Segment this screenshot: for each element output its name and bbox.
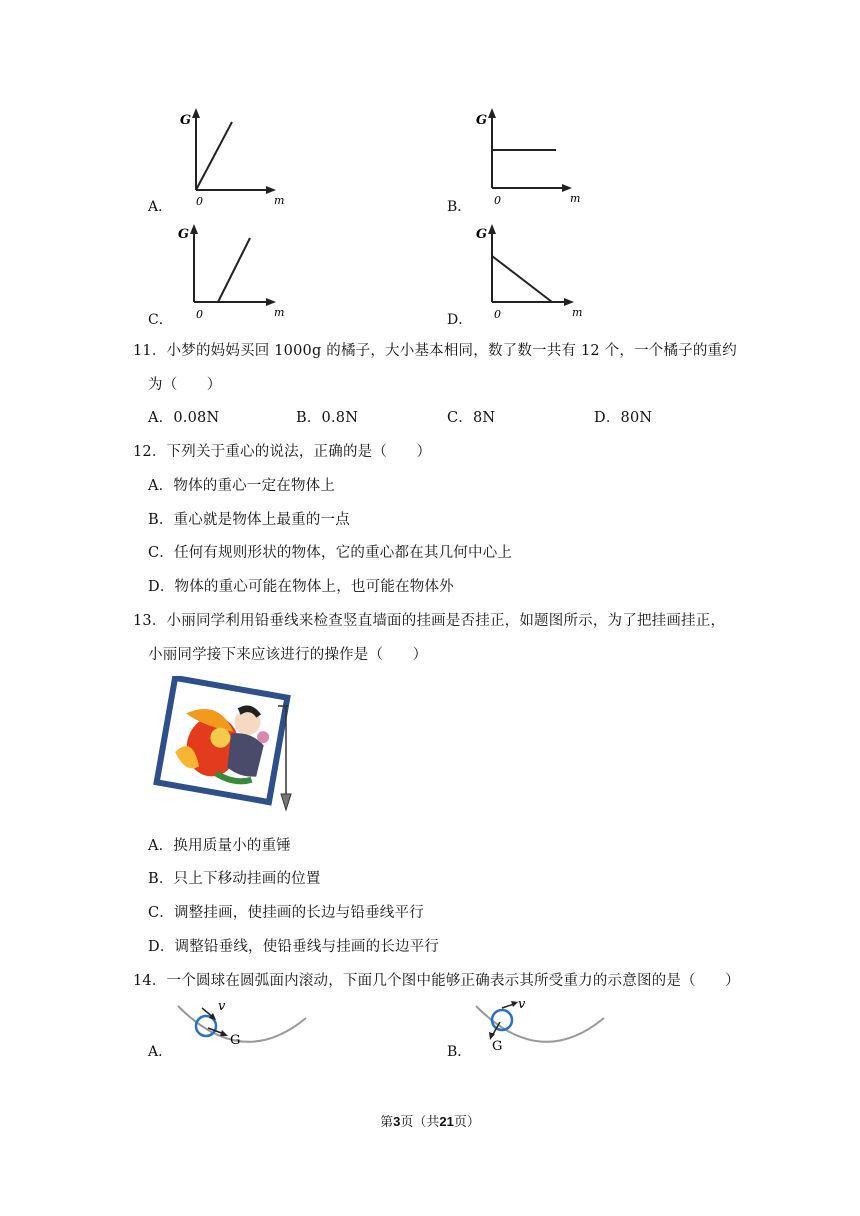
graph-c-origin: 0 (196, 308, 203, 321)
q11-option-b: B．0.8N (296, 410, 359, 426)
footer-total-pages: 21 (439, 1114, 454, 1129)
q12-option-b: B．重心就是物体上最重的一点 (148, 512, 350, 528)
graph-a-x-label: m (274, 194, 285, 206)
q14-figure-a-label: A． (148, 1044, 173, 1060)
q13-stem-line1: 13．小丽同学利用铅垂线来检查竖直墙面的挂画是否挂正，如题图所示，为了把挂画挂正， (133, 613, 726, 629)
graph-b-origin: 0 (494, 194, 501, 206)
q14-a-velocity-label: v (218, 999, 226, 1014)
graph-a-y-label: G (180, 113, 192, 128)
q11-option-d: D．80N (594, 410, 653, 426)
graph-c (170, 222, 290, 322)
graph-b-y-label: G (476, 113, 488, 128)
q13-option-b: B．只上下移动挂画的位置 (148, 871, 321, 887)
q13-option-d: D．调整铅垂线，使铅垂线与挂画的长边平行 (148, 939, 440, 955)
q14-figure-b (470, 996, 610, 1056)
graph-b (468, 106, 588, 206)
footer-mid: 页（共 (400, 1115, 440, 1130)
graph-d-origin: 0 (494, 308, 501, 321)
graph-b-label: B． (447, 199, 472, 215)
graph-a-label: A． (148, 199, 173, 215)
q11-stem-line1: 11．小梦的妈妈买回 1000g 的橘子，大小基本相同，数了数一共有 12 个，一个橘子的重约 (133, 343, 737, 359)
graph-b-x-label: m (570, 192, 581, 205)
q14-figure-b-label: B． (447, 1044, 472, 1060)
footer-suffix: 页） (453, 1115, 480, 1130)
footer-page-number: 3 (393, 1114, 401, 1129)
graph-d (468, 222, 588, 322)
q12-option-d: D．物体的重心可能在物体上，也可能在物体外 (148, 579, 454, 595)
graph-d-y-label: G (476, 227, 488, 242)
graph-c-label: C． (148, 312, 173, 328)
q12-option-c: C．任何有规则形状的物体，它的重心都在其几何中心上 (148, 545, 513, 561)
tilted-painting-with-plumb-line-figure (152, 676, 302, 816)
graph-c-x-label: m (274, 306, 285, 319)
graph-d-x-label: m (572, 306, 583, 319)
q13-option-c: C．调整挂画，使挂画的长边与铅垂线平行 (148, 905, 424, 921)
q12-stem: 12．下列关于重心的说法，正确的是（ ） (133, 444, 432, 460)
q14-a-force-label: G (230, 1033, 241, 1048)
q11-stem-line2: 为（ ） (148, 377, 222, 393)
q11-option-c: C．8N (447, 410, 496, 426)
graph-a-origin: 0 (196, 195, 203, 206)
q14-figure-a (172, 996, 312, 1056)
footer-prefix: 第 (380, 1115, 394, 1130)
graph-a (170, 106, 290, 206)
q12-option-a: A．物体的重心一定在物体上 (148, 478, 336, 494)
graph-c-y-label: G (178, 227, 190, 242)
q11-option-a: A．0.08N (148, 410, 220, 426)
q14-stem: 14．一个圆球在圆弧面内滚动，下面几个图中能够正确表示其所受重力的示意图的是（ ） (133, 973, 740, 989)
q13-option-a: A．换用质量小的重锤 (148, 838, 291, 854)
page-footer (0, 1111, 860, 1130)
q13-stem-line2: 小丽同学接下来应该进行的操作是（ ） (148, 647, 428, 663)
graph-d-label: D． (447, 312, 473, 328)
q14-b-force-label: G (492, 1039, 503, 1054)
q14-b-velocity-label: v (518, 997, 526, 1012)
